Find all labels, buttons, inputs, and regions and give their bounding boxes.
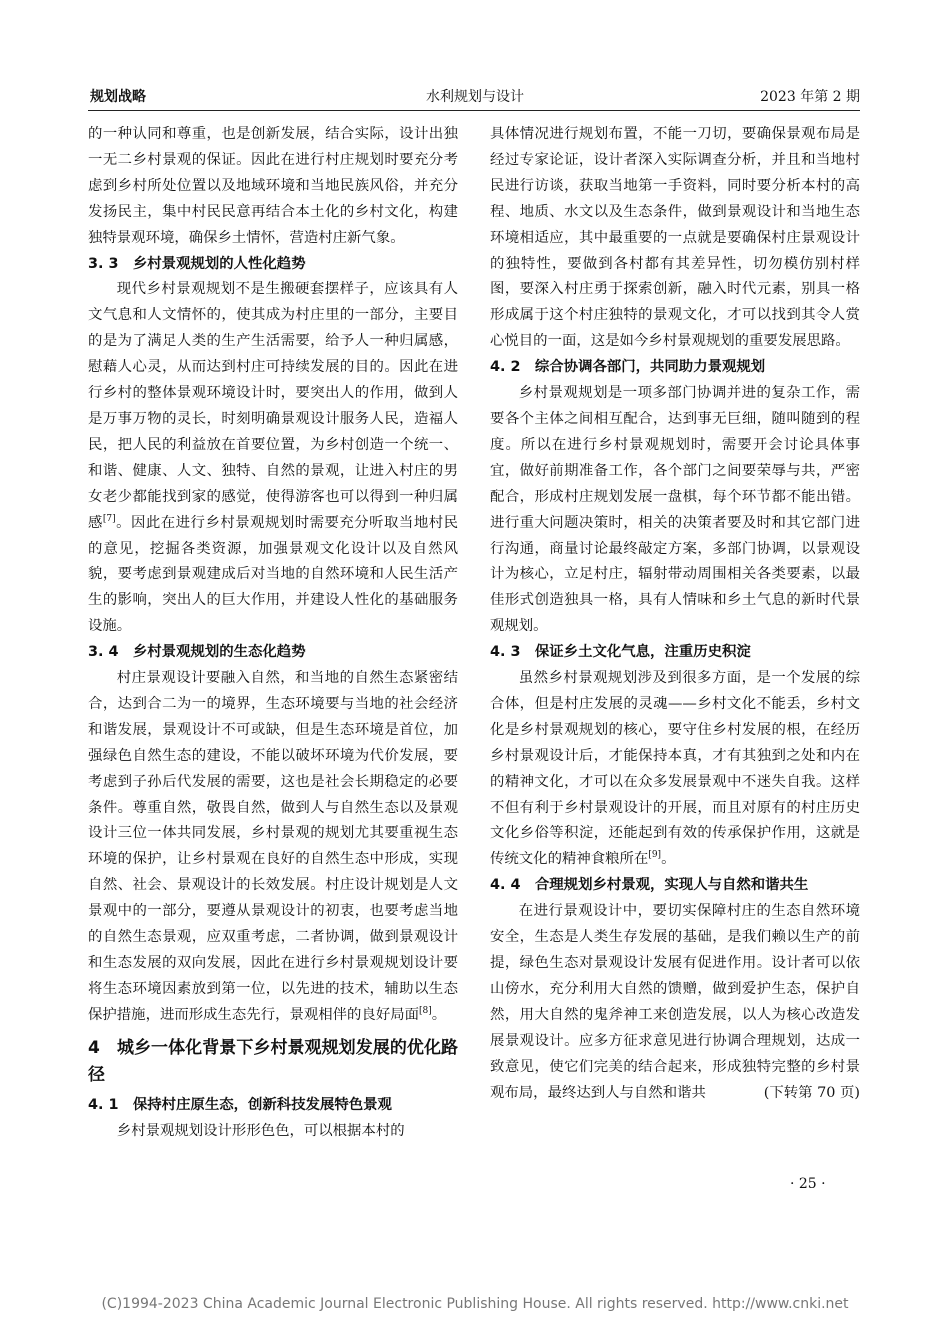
paragraph: 村庄景观设计要融入自然，和当地的自然生态紧密结合，达到合二为一的境界，生态环境要与当地的社会经济和谐发展，景观设计不可或缺，但是生态环境是首位，加强绿色自然生态的建设，不能以破坏环境为代价发展，要考虑到子孙后代发展的需要，这也是社会长期稳定的必要条件。尊重自然，敬畏自然，做到人与自然生态以及景观设计三位一体共同发展，乡村景观的规划尤其要重视生态环境的保护，让乡村景观在良好的自然生态中形成，实现自然、社会、景观设计的长效发展。村庄设计规划是人文景观中的一部分，要遵从景观设计的初衷，也要考虑当地的自然生态景观，应双重考虑，二者协调，做到景观设计和生态发展的双向发展，因此在进行乡村景观规划设计要将生态环境因素放到第一位，以先进的技术，辅助以生态保护措施，进而形成生态先行，景观相伴的良好局面[8]。 <box>88 670 458 1023</box>
heading-4: 4 城乡一体化背景下乡村景观规划发展的优化路径 <box>88 1037 458 1085</box>
copyright-footer: (C)1994-2023 China Academic Journal Electronic Publishing House. All rights reserved. http://www.cnki.net <box>101 1296 849 1312</box>
paragraph: 的一种认同和尊重，也是创新发展，结合实际，设计出独一无二乡村景观的保证。因此在进行村庄规划时要充分考虑到乡村所处位置以及地域环境和当地民族风俗，并充分发扬民主，集中村民民意再结合本土化的乡村文化，构建独特景观环境，确保乡土情怀，营造村庄新气象。 <box>88 126 458 246</box>
heading-4-1: 4. 1 保持村庄原生态，创新科技发展特色景观 <box>88 1096 392 1113</box>
header-rule <box>88 110 860 111</box>
heading-4-2: 4. 2 综合协调各部门，共同助力景观规划 <box>490 359 766 376</box>
right-column <box>490 122 860 1106</box>
citation-8: [8] <box>419 1006 432 1017</box>
paragraph: 现代乡村景观规划不是生搬硬套摆样子，应该具有人文气息和人文情怀的，使其成为村庄里的一部分，主要目的是为了满足人类的生产生活需要，给予人一种归属感，慰藉人心灵，从而达到村庄可持续发展的目的。因此在进行乡村的整体景观环境设计时，要突出人的作用，做到人是万事万物的灵长，时刻明确景观设计服务人民，造福人民，把人民的利益放在首要位置，为乡村创造一个统一、和谐、健康、人文、独特、自然的景观，让进入村庄的男女老少都能找到家的感觉，使得游客也可以得到一种归属感[7]。因此在进行乡村景观规划时需要充分听取当地村民的意见，挖掘各类资源，加强景观文化设计以及自然风貌，要考虑到景观建成后对当地的自然环境和人民生活产生的影响，突出人的巨大作用，并建设人性化的基础服务设施。 <box>88 281 458 635</box>
paragraph: 乡村景观规划设计形形色色，可以根据本村的 <box>116 1122 405 1139</box>
citation-7: [7] <box>102 513 116 524</box>
section-label: 规划战略 <box>90 89 146 105</box>
citation-9: [9] <box>648 850 662 861</box>
page-number: · 25 · <box>790 1176 826 1192</box>
continued-note: (下转第 70 页) <box>763 1084 860 1101</box>
paragraph: 具体情况进行规划布置，不能一刀切，要确保景观布局是经过专家论证，设计者深入实际调查分析，并且和当地村民进行访谈，获取当地第一手资料，同时要分析本村的高程、地质、水文以及生态条件，做到景观设计和当地生态环境相适应，其中最重要的一点就是要确保村庄景观设计的独特性，要做到各村都有其差异性，切勿模仿别村样图，要深入村庄勇于探索创新，融入时代元素，别具一格形成属于这个村庄独特的景观文化，才可以找到其令人赏心悦目的一面，这是如今乡村景观规划的重要发展思路。 <box>490 126 860 350</box>
paragraph: 在进行景观设计中，要切实保障村庄的生态自然环境安全，生态是人类生存发展的基础，是我们赖以生产的前提，绿色生态对景观设计发展有促进作用。设计者可以依山傍水，充分利用大自然的馈赠，做到爱护生态，保护自然，用大自然的鬼斧神工来创造发展，以人为核心改造发展景观设计。应多方征求意见进行协调合理规划，达成一致意见，使它们完美的结合起来，形成独特完整的乡村景观布局，最终达到人与自然和谐共 (下转第 70 页) <box>490 899 860 1106</box>
paragraph: 乡村景观规划是一项多部门协调并进的复杂工作，需要各个主体之间相互配合，达到事无巨细，随叫随到的程度。所以在进行乡村景观规划时，需要开会讨论具体事宜，做好前期准备工作，各个部门之间要荣辱与共，严密配合，形成村庄规划发展一盘棋，每个环节都不能出错。进行重大问题决策时，相关的决策者要及时和其它部门进行沟通，商量讨论最终敲定方案，多部门协调，以景观设计为核心，立足村庄，辐射带动周围相关各类要素，以最佳形式创造独具一格，具有人情味和乡土气息的新时代景观规划。 <box>490 385 860 635</box>
heading-4-3: 4. 3 保证乡土文化气息，注重历史积淀 <box>490 644 751 661</box>
left-column <box>88 122 458 1145</box>
paragraph: 虽然乡村景观规划涉及到很多方面，是一个发展的综合体，但是村庄发展的灵魂——乡村文化不能丢，乡村文化是乡村景观规划的核心，要守住乡村发展的根，在经历乡村景观设计后，才能保持本真，才有其独到之处和内在的精神文化，才可以在众多发展景观中不迷失自我。这样不但有利于乡村景观设计的开展，而且对原有的村庄历史文化乡俗等积淀，还能起到有效的传承保护作用，这就是传统文化的精神食粮所在[9]。 <box>490 670 860 868</box>
heading-3-4: 3. 4 乡村景观规划的生态化趋势 <box>88 644 306 661</box>
journal-title: 水利规划与设计 <box>426 89 524 105</box>
heading-3-3: 3. 3 乡村景观规划的人性化趋势 <box>88 255 306 272</box>
issue-label: 2023 年第 2 期 <box>760 89 860 105</box>
heading-4-4: 4. 4 合理规划乡村景观，实现人与自然和谐共生 <box>490 877 809 894</box>
running-header <box>90 86 860 106</box>
